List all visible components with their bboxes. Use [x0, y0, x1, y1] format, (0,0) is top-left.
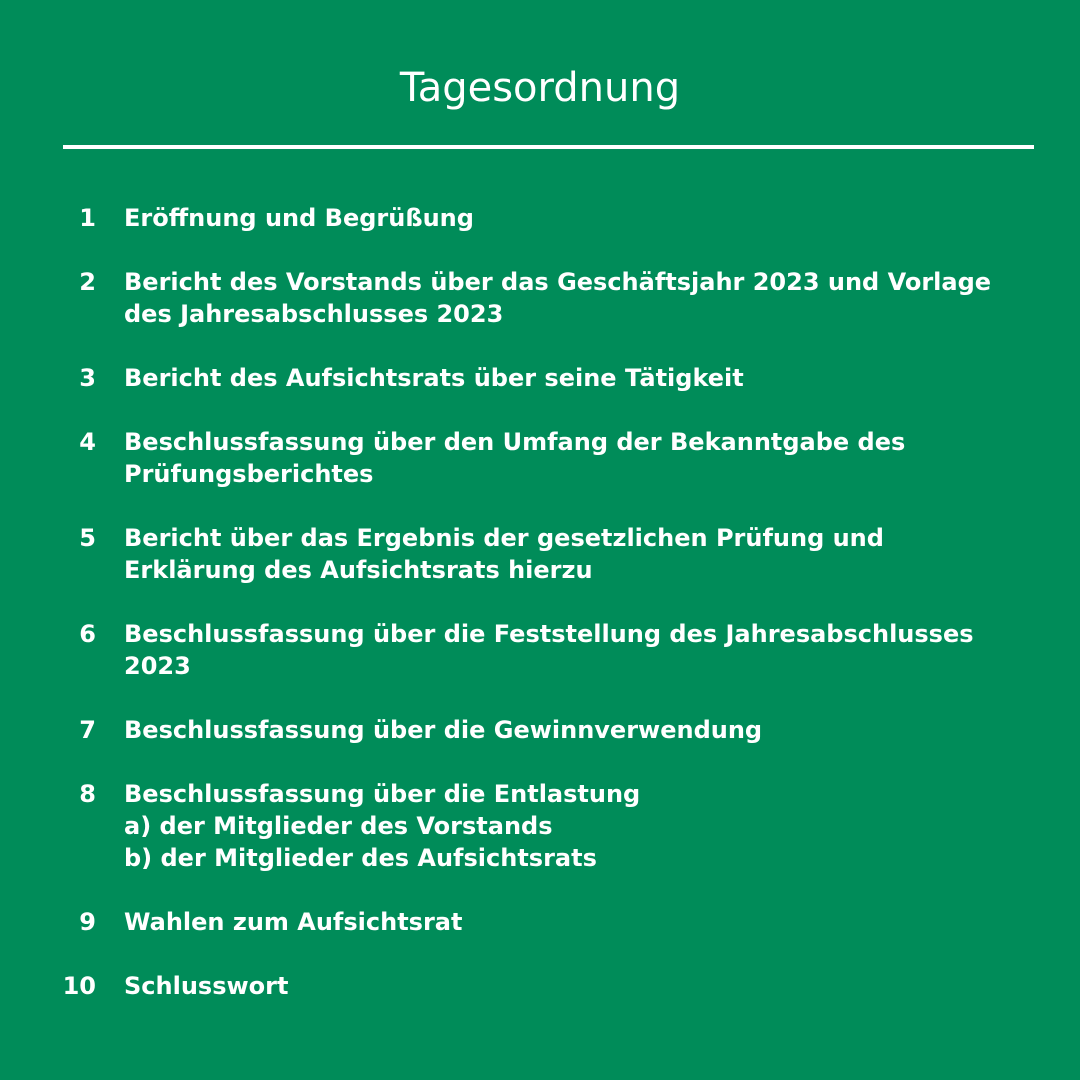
agenda-item-text [124, 426, 974, 490]
agenda-item-number: 2 [79, 268, 96, 296]
agenda-item-text [124, 362, 974, 394]
agenda-item-line: Beschlussfassung über die Gewinnverwendung [124, 716, 763, 744]
agenda-item [0, 906, 1080, 938]
agenda-item [0, 426, 1080, 490]
agenda-item-line: des Jahresabschlusses 2023 [124, 300, 504, 328]
agenda-item-text [124, 522, 974, 586]
title-divider [63, 145, 1034, 149]
agenda-item-number: 3 [79, 364, 96, 392]
agenda-item-text [124, 618, 974, 682]
agenda-item-line: Bericht über das Ergebnis der gesetzlichen Prüfung und [124, 524, 884, 552]
agenda-item-number: 7 [79, 716, 96, 744]
agenda-item [0, 778, 1080, 874]
agenda-item-line: Schlusswort [124, 972, 289, 1000]
agenda-item-text [124, 778, 974, 874]
agenda-item-number: 10 [62, 972, 96, 1000]
agenda-list [0, 202, 1080, 1034]
agenda-item-number: 8 [79, 780, 96, 808]
agenda-item [0, 266, 1080, 330]
agenda-item [0, 618, 1080, 682]
agenda-item-text [124, 906, 974, 938]
agenda-item-number: 9 [79, 908, 96, 936]
agenda-item-line: Prüfungsberichtes [124, 460, 374, 488]
agenda-item [0, 970, 1080, 1002]
agenda-item-line: Erklärung des Aufsichtsrats hierzu [124, 556, 593, 584]
agenda-item [0, 202, 1080, 234]
agenda-item-text [124, 266, 992, 330]
agenda-item-line: b) der Mitglieder des Aufsichtsrats [124, 844, 597, 872]
agenda-item-line: a) der Mitglieder des Vorstands [124, 812, 553, 840]
agenda-item-line: Beschlussfassung über die Entlastung [124, 780, 641, 808]
agenda-item-text [124, 714, 974, 746]
agenda-item-line: Bericht des Vorstands über das Geschäftsjahr 2023 und Vorlage [124, 268, 992, 296]
agenda-item [0, 714, 1080, 746]
agenda-item [0, 362, 1080, 394]
agenda-item-line: 2023 [124, 652, 191, 680]
agenda-item-number: 6 [79, 620, 96, 648]
agenda-item-line: Bericht des Aufsichtsrats über seine Tätigkeit [124, 364, 744, 392]
agenda-item-line: Eröffnung und Begrüßung [124, 204, 474, 232]
agenda-item [0, 522, 1080, 586]
page-title: Tagesordnung [399, 65, 681, 111]
agenda-item-number: 5 [79, 524, 96, 552]
agenda-item-text [124, 202, 974, 234]
agenda-item-line: Wahlen zum Aufsichtsrat [124, 908, 463, 936]
agenda-item-line: Beschlussfassung über die Feststellung des Jahresabschlusses [124, 620, 974, 648]
agenda-item-number: 1 [79, 204, 96, 232]
agenda-item-text [124, 970, 974, 1002]
agenda-item-number: 4 [79, 428, 96, 456]
agenda-item-line: Beschlussfassung über den Umfang der Bekanntgabe des [124, 428, 906, 456]
